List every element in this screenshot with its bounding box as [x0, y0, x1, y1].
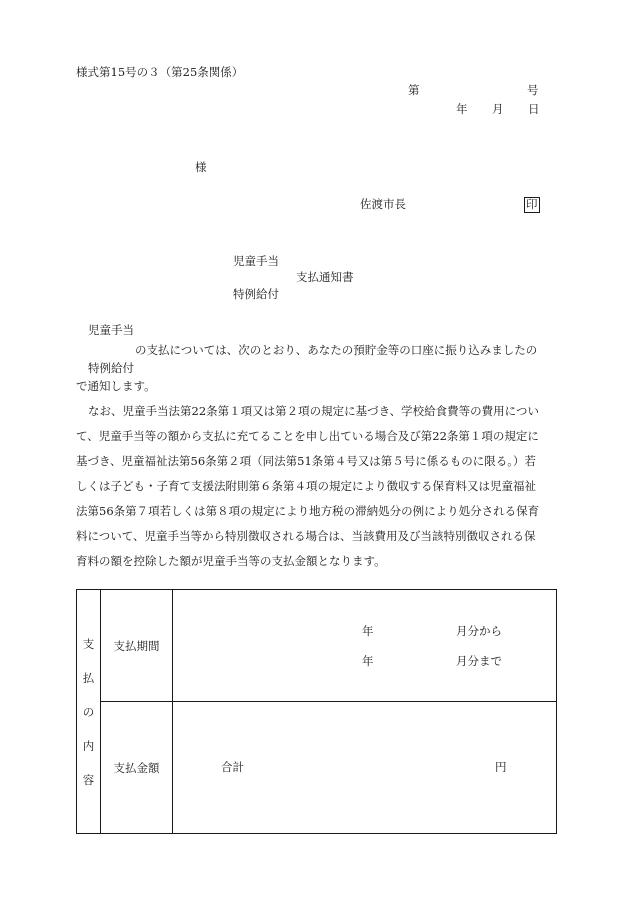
payment-amount-cell: [173, 702, 557, 834]
amount-yen-unit: 円: [495, 760, 507, 774]
payment-period-cell: [173, 590, 557, 702]
period-to-year: 年: [362, 654, 374, 668]
note-line-1: なお、児童手当法第22条第１項又は第２項の規定に基づき、学校給食費等の費用につい: [88, 404, 539, 418]
date-month-label: 月: [492, 102, 504, 116]
form-number-label: 様式第15号の３（第25条関係）: [76, 65, 244, 79]
payment-amount-label: 支払金額: [101, 702, 173, 834]
side-char-3: の: [82, 704, 95, 719]
document-number-suffix: 号: [527, 83, 539, 97]
intro-lower-option: 特例給付: [88, 361, 134, 375]
note-line-7: 育料の額を控除した額が児童手当等の支払金額となります。: [76, 554, 386, 568]
intro-upper-option: 児童手当: [88, 323, 134, 337]
side-char-2: 払: [82, 670, 95, 685]
side-char-4: 内: [82, 738, 95, 753]
payment-period-label: 支払期間: [101, 590, 173, 702]
note-line-4: しくは子ども・子育て支援法附則第６条第４項の規定により徴収する保育料又は児童福祉: [76, 479, 536, 493]
note-line-6: 料について、児童手当等から特別徴収される場合は、当該費用及び当該特別徴収される保: [76, 529, 536, 543]
period-to-month: 月分まで: [456, 654, 502, 668]
seal-mark: 印: [526, 197, 538, 211]
note-line-5: 法第56条第７項若しくは第８項の規定により地方税の滞納処分の例により処分される保育: [76, 504, 540, 518]
amount-total-label: 合計: [221, 760, 244, 774]
date-day-label: 日: [528, 102, 540, 116]
intro-body-text: の支払については、次のとおり、あなたの預貯金等の口座に振り込みましたの: [135, 343, 538, 357]
addressee-suffix: 様: [195, 160, 207, 174]
title-upper-option: 児童手当: [233, 254, 279, 268]
period-from-year: 年: [362, 624, 374, 638]
intro-end-text: で通知します。: [76, 379, 156, 393]
document-title: 支払通知書: [296, 270, 354, 284]
document-number-prefix: 第: [408, 83, 420, 97]
title-lower-option: 特例給付: [233, 287, 279, 301]
note-line-3: 基づき、児童福祉法第56条第２項（同法第51条第４号又は第５号に係るものに限る。）若: [76, 454, 537, 468]
issuer-name: 佐渡市長: [360, 197, 406, 211]
side-char-1: 支: [82, 636, 95, 651]
side-char-5: 容: [82, 772, 95, 787]
note-line-2: て、児童手当等の額から支払に充てることを申し出ている場合及び第22条第１項の規定に: [76, 429, 539, 443]
payment-details-table: [76, 589, 557, 834]
period-from-month: 月分から: [456, 624, 502, 638]
date-year-label: 年: [456, 102, 468, 116]
payment-content-side-label: [77, 590, 101, 834]
